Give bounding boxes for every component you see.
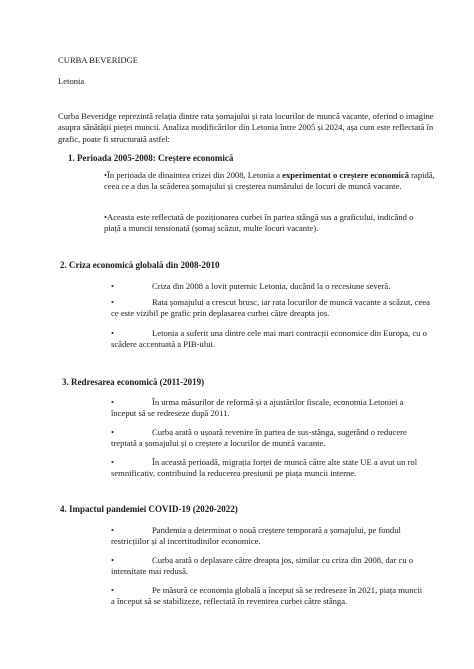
section-3-bullet-2: Curba arată o ușoară revenire în partea de sus-stânga, sugerând o reducere treptată a șomajului și o creștere a locurilor de muncă vacante. — [111, 427, 407, 449]
bullet-marker: • — [111, 457, 115, 467]
section-1-bullet-1: •În perioada de dinaintea crizei din 2008, Letonia a experimentat o creștere economică rapidă, ceea ce a dus la scăderea șomajului și creșterea numărului de locuri de muncă vacante. — [104, 170, 435, 192]
document-title: CURBA BEVERIDGE — [58, 55, 138, 65]
bullet-marker: • — [111, 328, 115, 338]
section-1-bullet-2: •Aceasta este reflectată de poziționarea curbei în partea stângă sus a graficului, indicând o piață a muncii tensionată (șomaj scăzut, multe locuri vacante). — [104, 212, 414, 234]
section-3-bullet-1: În urma măsurilor de reformă și a ajustărilor fiscale, economia Letoniei a început să se redreseze după 2011. — [111, 397, 404, 419]
section-2-bullet-1: Criza din 2008 a lovit puternic Letonia, ducând la o recesiune severă. — [152, 281, 391, 291]
document-subtitle: Letonia — [58, 76, 85, 86]
section-2-bullet-2: Rata șomajului a crescut brusc, iar rata locurilor de muncă vacante a scăzut, ceea ce este vizibil pe grafic prin deplasarea curbei către dreapta jos. — [111, 297, 430, 319]
bullet-marker: • — [111, 555, 115, 565]
section-2-bullet-3: Letonia a suferit una dintre cele mai mari contracții economice din Europa, cu o scădere accentuată a PIB-ului. — [111, 328, 427, 350]
bullet-marker: • — [111, 427, 115, 437]
section-2-heading: 2. Criza economică globală din 2008-2010 — [60, 260, 220, 270]
section-3-heading: 3. Redresarea economică (2011-2019) — [62, 377, 205, 387]
section-4-bullet-2: Curba arată o deplasare către dreapta jos, similar cu criza din 2008, dar cu o intensitate mai redusă. — [111, 555, 414, 577]
bullet-marker: • — [111, 397, 115, 407]
section-3-bullet-3: În această perioadă, migrația forței de muncă către alte state UE a avut un rol semnificativ, contribuind la reducerea presiunii pe piața muncii interne. — [111, 457, 418, 479]
intro-paragraph: Curba Beveridge reprezintă relația dintre rata șomajului și rata locurilor de muncă vacante, oferind o imagine asupra sănătății pieței muncii. Analiza modificărilor din Letonia între 2005 și 2024, așa cum este reflectată în grafic, poate fi structurată astfel: — [58, 111, 434, 144]
section-4-heading: 4. Impactul pandemiei COVID-19 (2020-2022) — [60, 504, 238, 514]
bullet-marker: • — [111, 297, 115, 307]
section-1-heading: 1. Perioada 2005-2008: Creștere economică — [68, 153, 234, 163]
bullet-marker: • — [111, 525, 115, 535]
section-4-bullet-3: Pe măsură ce economia globală a început să se redreseze în 2021, piața muncii a început să se stabilizeze, reflectată în revenirea curbei către stânga. — [111, 585, 423, 607]
section-4-bullet-1: Pandemia a determinat o nouă creștere temporară a șomajului, pe fondul restricțiilor și al incertitudinilor economice. — [111, 525, 401, 547]
bullet-marker: • — [111, 281, 115, 291]
bullet-marker: • — [111, 585, 115, 595]
